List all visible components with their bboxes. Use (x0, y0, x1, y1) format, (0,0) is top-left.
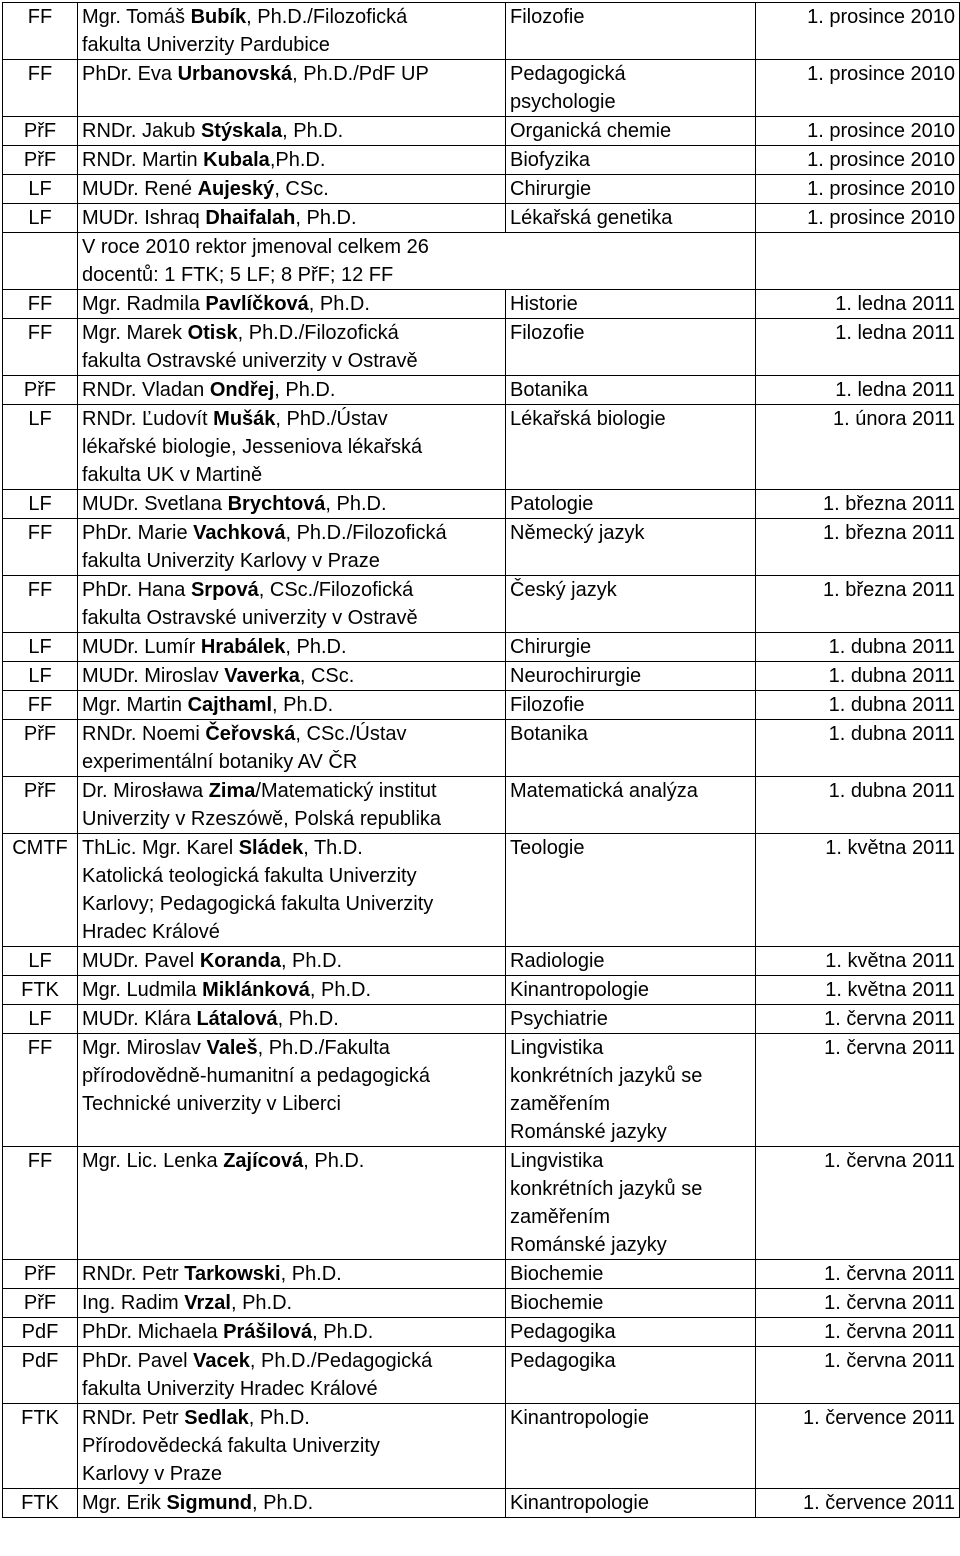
surname: Sládek (238, 837, 304, 859)
surname: Vachková (193, 522, 286, 544)
date-cell: 1. června 2011 (756, 1005, 960, 1034)
name-cell (78, 490, 506, 519)
table-row (3, 519, 960, 576)
date-cell: 1. prosince 2010 (756, 3, 960, 60)
table-row (3, 1034, 960, 1147)
field-cell: Chirurgie (506, 175, 756, 204)
name-prefix: Mgr. Ludmila (82, 979, 203, 1001)
faculty-cell: LF (3, 405, 78, 490)
name-prefix: PhDr. Hana (82, 579, 191, 601)
date-cell: 1. června 2011 (756, 1347, 960, 1404)
date-cell: 1. ledna 2011 (756, 319, 960, 376)
faculty-cell: LF (3, 947, 78, 976)
date-cell: 1. dubna 2011 (756, 777, 960, 834)
name-prefix: Mgr. Lic. Lenka (82, 1150, 224, 1172)
faculty-cell: LF (3, 204, 78, 233)
surname: Brychtová (227, 493, 326, 515)
name-cell (78, 1489, 506, 1518)
table-row (3, 319, 960, 376)
field-cell: Pedagogika (506, 1318, 756, 1347)
name-suffix: /Matematický institut Univerzity v Rzeszówě, Polská republika (82, 780, 442, 830)
field-cell: Biochemie (506, 1260, 756, 1289)
name-prefix: Mgr. Marek (82, 322, 188, 344)
surname: Koranda (199, 950, 281, 972)
field-cell: Psychiatrie (506, 1005, 756, 1034)
surname: Valeš (206, 1037, 258, 1059)
faculty-cell: FF (3, 319, 78, 376)
name-prefix: MUDr. Lumír (82, 636, 201, 658)
table-row (3, 376, 960, 405)
date-cell: 1. června 2011 (756, 1260, 960, 1289)
name-suffix: , Ph.D. (295, 207, 357, 229)
name-cell (78, 3, 506, 60)
name-suffix: , Ph.D. (252, 1492, 314, 1514)
field-cell: Kinantropologie (506, 1489, 756, 1518)
field-cell: Biofyzika (506, 146, 756, 175)
field-cell: Botanika (506, 720, 756, 777)
surname: Tarkowski (184, 1263, 281, 1285)
name-suffix: , Ph.D. (325, 493, 387, 515)
name-prefix: PhDr. Pavel (82, 1350, 194, 1372)
faculty-cell: PřF (3, 117, 78, 146)
surname: Zajícová (223, 1150, 304, 1172)
date-cell: 1. února 2011 (756, 405, 960, 490)
field-cell: Botanika (506, 376, 756, 405)
name-prefix: ThLic. Mgr. Karel (82, 837, 239, 859)
surname: Vaverka (224, 665, 300, 687)
faculty-cell: PdF (3, 1347, 78, 1404)
name-cell (78, 576, 506, 633)
faculty-cell: LF (3, 662, 78, 691)
surname: Prášilová (223, 1321, 313, 1343)
table-row (3, 1289, 960, 1318)
field-cell: Kinantropologie (506, 1404, 756, 1489)
name-cell (78, 146, 506, 175)
name-suffix: , PhD./Ústav lékařské biologie, Jesseniova lékařská fakulta UK v Martině (82, 408, 423, 486)
table-row (3, 1404, 960, 1489)
name-prefix: Mgr. Radmila (82, 293, 206, 315)
faculty-cell: FF (3, 60, 78, 117)
faculty-cell: FF (3, 691, 78, 720)
field-cell: Chirurgie (506, 633, 756, 662)
name-prefix: MUDr. René (82, 178, 198, 200)
faculty-cell: PřF (3, 146, 78, 175)
name-cell (78, 290, 506, 319)
name-cell (78, 319, 506, 376)
date-cell: 1. května 2011 (756, 834, 960, 947)
name-prefix: RNDr. Petr (82, 1263, 185, 1285)
field-cell: Neurochirurgie (506, 662, 756, 691)
name-cell (78, 1404, 506, 1489)
date-cell: 1. března 2011 (756, 490, 960, 519)
surname: Miklánková (202, 979, 310, 1001)
date-cell: 1. května 2011 (756, 976, 960, 1005)
name-prefix: MUDr. Klára (82, 1008, 197, 1030)
name-cell (78, 60, 506, 117)
field-cell: Kinantropologie (506, 976, 756, 1005)
table-row (3, 576, 960, 633)
faculty-cell: FTK (3, 976, 78, 1005)
faculty-cell: PřF (3, 1260, 78, 1289)
name-cell (78, 204, 506, 233)
field-cell: Historie (506, 290, 756, 319)
faculty-cell: FF (3, 3, 78, 60)
name-cell (78, 1005, 506, 1034)
date-cell: 1. března 2011 (756, 576, 960, 633)
name-suffix: , Ph.D./PdF UP (292, 63, 429, 85)
faculty-cell: FF (3, 1034, 78, 1147)
name-cell (78, 1318, 506, 1347)
surname: Kubala (203, 149, 270, 171)
surname: Dhaifalah (205, 207, 296, 229)
name-suffix: , Ph.D. (309, 979, 372, 1001)
table-row (3, 662, 960, 691)
date-cell: 1. prosince 2010 (756, 60, 960, 117)
faculty-cell: FTK (3, 1489, 78, 1518)
table-row (3, 1347, 960, 1404)
surname: Otisk (187, 322, 238, 344)
date-cell: 1. března 2011 (756, 519, 960, 576)
surname: Vrzal (184, 1292, 231, 1314)
name-cell (78, 376, 506, 405)
date-cell: 1. dubna 2011 (756, 720, 960, 777)
appointments-table-body (3, 3, 960, 1518)
table-row (3, 1005, 960, 1034)
field-cell: Biochemie (506, 1289, 756, 1318)
name-suffix: , CSc. (274, 178, 329, 200)
name-cell (78, 117, 506, 146)
surname: Cajthaml (187, 694, 273, 716)
faculty-cell: LF (3, 1005, 78, 1034)
name-suffix: , Ph.D. (230, 1292, 293, 1314)
field-cell: Patologie (506, 490, 756, 519)
name-suffix: , Ph.D./Filozofická fakulta Univerzity Karlovy v Praze (82, 522, 447, 572)
name-prefix: MUDr. Ishraq (82, 207, 206, 229)
name-suffix: , Ph.D. (285, 636, 347, 658)
surname: Stýskala (200, 120, 283, 142)
name-prefix: RNDr. Noemi (82, 723, 206, 745)
field-cell: Lékařská biologie (506, 405, 756, 490)
name-cell (78, 175, 506, 204)
table-row (3, 490, 960, 519)
name-suffix: , Ph.D. Přírodovědecká fakulta Univerzity Karlovy v Praze (82, 1407, 380, 1485)
table-row (3, 1318, 960, 1347)
name-prefix: RNDr. Petr (82, 1407, 185, 1429)
name-cell (78, 947, 506, 976)
name-cell (78, 1347, 506, 1404)
date-cell: 1. července 2011 (756, 1489, 960, 1518)
surname: Sigmund (166, 1492, 252, 1514)
date-cell: 1. července 2011 (756, 1404, 960, 1489)
table-row (3, 146, 960, 175)
name-cell (78, 777, 506, 834)
name-prefix: MUDr. Svetlana (82, 493, 228, 515)
name-prefix: PhDr. Marie (82, 522, 194, 544)
name-prefix: MUDr. Miroslav (82, 665, 225, 687)
faculty-cell: FF (3, 519, 78, 576)
name-prefix: Mgr. Miroslav (82, 1037, 207, 1059)
field-cell: Matematická analýza (506, 777, 756, 834)
name-cell (78, 691, 506, 720)
field-cell: Německý jazyk (506, 519, 756, 576)
name-cell (78, 662, 506, 691)
faculty-cell: CMTF (3, 834, 78, 947)
surname: Sedlak (184, 1407, 249, 1429)
faculty-cell: LF (3, 175, 78, 204)
name-suffix: , Th.D. Katolická teologická fakulta Univerzity Karlovy; Pedagogická fakulta Univerzity Hradec Králové (82, 837, 434, 943)
surname: Urbanovská (177, 63, 293, 85)
table-row (3, 60, 960, 117)
name-prefix: MUDr. Pavel (82, 950, 200, 972)
table-row (3, 1147, 960, 1260)
table-row (3, 691, 960, 720)
date-cell: 1. prosince 2010 (756, 175, 960, 204)
faculty-cell: LF (3, 633, 78, 662)
name-suffix: , CSc./Filozofická fakulta Ostravské univerzity v Ostravě (82, 579, 418, 629)
table-row (3, 204, 960, 233)
table-row (3, 117, 960, 146)
name-suffix: , Ph.D. (280, 1263, 342, 1285)
table-row (3, 834, 960, 947)
surname: Srpová (190, 579, 259, 601)
faculty-cell: PřF (3, 720, 78, 777)
name-cell (78, 1147, 506, 1260)
name-suffix: , Ph.D. (303, 1150, 365, 1172)
table-row (3, 3, 960, 60)
name-cell (78, 405, 506, 490)
field-cell: Lékařská genetika (506, 204, 756, 233)
name-cell (78, 976, 506, 1005)
table-row (3, 290, 960, 319)
name-suffix: , Ph.D. (272, 694, 334, 716)
field-cell: Pedagogická psychologie (506, 60, 756, 117)
table-row (3, 633, 960, 662)
field-cell: Radiologie (506, 947, 756, 976)
date-cell (756, 233, 960, 290)
name-prefix: Mgr. Martin (82, 694, 188, 716)
date-cell: 1. června 2011 (756, 1034, 960, 1147)
table-row (3, 976, 960, 1005)
surname: Zima (208, 780, 256, 802)
field-cell: Filozofie (506, 691, 756, 720)
appointments-table (2, 2, 960, 1518)
field-cell: Lingvistika konkrétních jazyků se zaměřením Románské jazyky (506, 1034, 756, 1147)
field-cell: Lingvistika konkrétních jazyků se zaměřením Románské jazyky (506, 1147, 756, 1260)
name-suffix: , Ph.D. (280, 950, 343, 972)
table-row (3, 1489, 960, 1518)
name-suffix: , Ph.D. (308, 293, 370, 315)
date-cell: 1. prosince 2010 (756, 146, 960, 175)
table-row (3, 947, 960, 976)
surname: Mušák (213, 408, 276, 430)
surname: Bubík (190, 6, 247, 28)
faculty-cell: LF (3, 490, 78, 519)
date-cell: 1. dubna 2011 (756, 633, 960, 662)
surname: Ondřej (209, 379, 275, 401)
name-suffix: , Ph.D. (277, 1008, 339, 1030)
date-cell: 1. června 2011 (756, 1318, 960, 1347)
name-prefix: V roce 2010 rektor jmenoval celkem 26 docentů: 1 FTK; 5 LF; 8 PřF; 12 FF (82, 236, 429, 286)
name-cell (78, 1034, 506, 1147)
name-prefix: Dr. Mirosława (82, 780, 209, 802)
surname: Čeřovská (205, 723, 296, 745)
name-cell (78, 834, 506, 947)
name-suffix: , Ph.D. (282, 120, 344, 142)
faculty-cell: PdF (3, 1318, 78, 1347)
field-cell: Filozofie (506, 319, 756, 376)
name-prefix: Mgr. Tomáš (82, 6, 191, 28)
field-cell: Filozofie (506, 3, 756, 60)
name-cell (78, 233, 756, 290)
faculty-cell (3, 233, 78, 290)
table-row (3, 1260, 960, 1289)
name-cell (78, 1289, 506, 1318)
field-cell: Teologie (506, 834, 756, 947)
field-cell: Organická chemie (506, 117, 756, 146)
name-prefix: RNDr. Martin (82, 149, 204, 171)
name-prefix: RNDr. Vladan (82, 379, 210, 401)
faculty-cell: PřF (3, 376, 78, 405)
name-prefix: RNDr. Jakub (82, 120, 201, 142)
name-suffix: , Ph.D./Filozofická fakulta Ostravské univerzity v Ostravě (82, 322, 418, 372)
faculty-cell: FF (3, 290, 78, 319)
surname: Látalová (196, 1008, 278, 1030)
name-suffix: , Ph.D./Fakulta přírodovědně-humanitní a pedagogická Technické univerzity v Liberci (82, 1037, 431, 1115)
date-cell: 1. dubna 2011 (756, 691, 960, 720)
date-cell: 1. ledna 2011 (756, 376, 960, 405)
name-prefix: PhDr. Michaela (82, 1321, 224, 1343)
name-suffix: ,Ph.D. (269, 149, 326, 171)
name-cell (78, 1260, 506, 1289)
faculty-cell: FF (3, 576, 78, 633)
name-prefix: Ing. Radim (82, 1292, 185, 1314)
field-cell: Pedagogika (506, 1347, 756, 1404)
faculty-cell: PřF (3, 1289, 78, 1318)
name-cell (78, 519, 506, 576)
date-cell: 1. ledna 2011 (756, 290, 960, 319)
date-cell: 1. června 2011 (756, 1289, 960, 1318)
table-row (3, 175, 960, 204)
table-row (3, 233, 960, 290)
name-prefix: RNDr. Ľudovít (82, 408, 214, 430)
table-row (3, 777, 960, 834)
date-cell: 1. května 2011 (756, 947, 960, 976)
name-cell (78, 720, 506, 777)
faculty-cell: FF (3, 1147, 78, 1260)
name-suffix: , Ph.D. (312, 1321, 374, 1343)
table-row (3, 720, 960, 777)
name-suffix: , Ph.D./Pedagogická fakulta Univerzity Hradec Králové (82, 1350, 433, 1400)
surname: Vacek (193, 1350, 250, 1372)
date-cell: 1. dubna 2011 (756, 662, 960, 691)
name-suffix: , Ph.D. (274, 379, 336, 401)
surname: Pavlíčková (205, 293, 309, 315)
field-cell: Český jazyk (506, 576, 756, 633)
name-suffix: , CSc./Ústav experimentální botaniky AV ČR (82, 723, 407, 773)
surname: Aujeský (197, 178, 275, 200)
date-cell: 1. prosince 2010 (756, 204, 960, 233)
date-cell: 1. června 2011 (756, 1147, 960, 1260)
name-suffix: , CSc. (299, 665, 355, 687)
date-cell: 1. prosince 2010 (756, 117, 960, 146)
name-prefix: Mgr. Erik (82, 1492, 167, 1514)
name-suffix: , Ph.D./Filozofická fakulta Univerzity Pardubice (82, 6, 408, 56)
name-cell (78, 633, 506, 662)
faculty-cell: PřF (3, 777, 78, 834)
faculty-cell: FTK (3, 1404, 78, 1489)
surname: Hrabálek (200, 636, 286, 658)
table-row (3, 405, 960, 490)
name-prefix: PhDr. Eva (82, 63, 178, 85)
